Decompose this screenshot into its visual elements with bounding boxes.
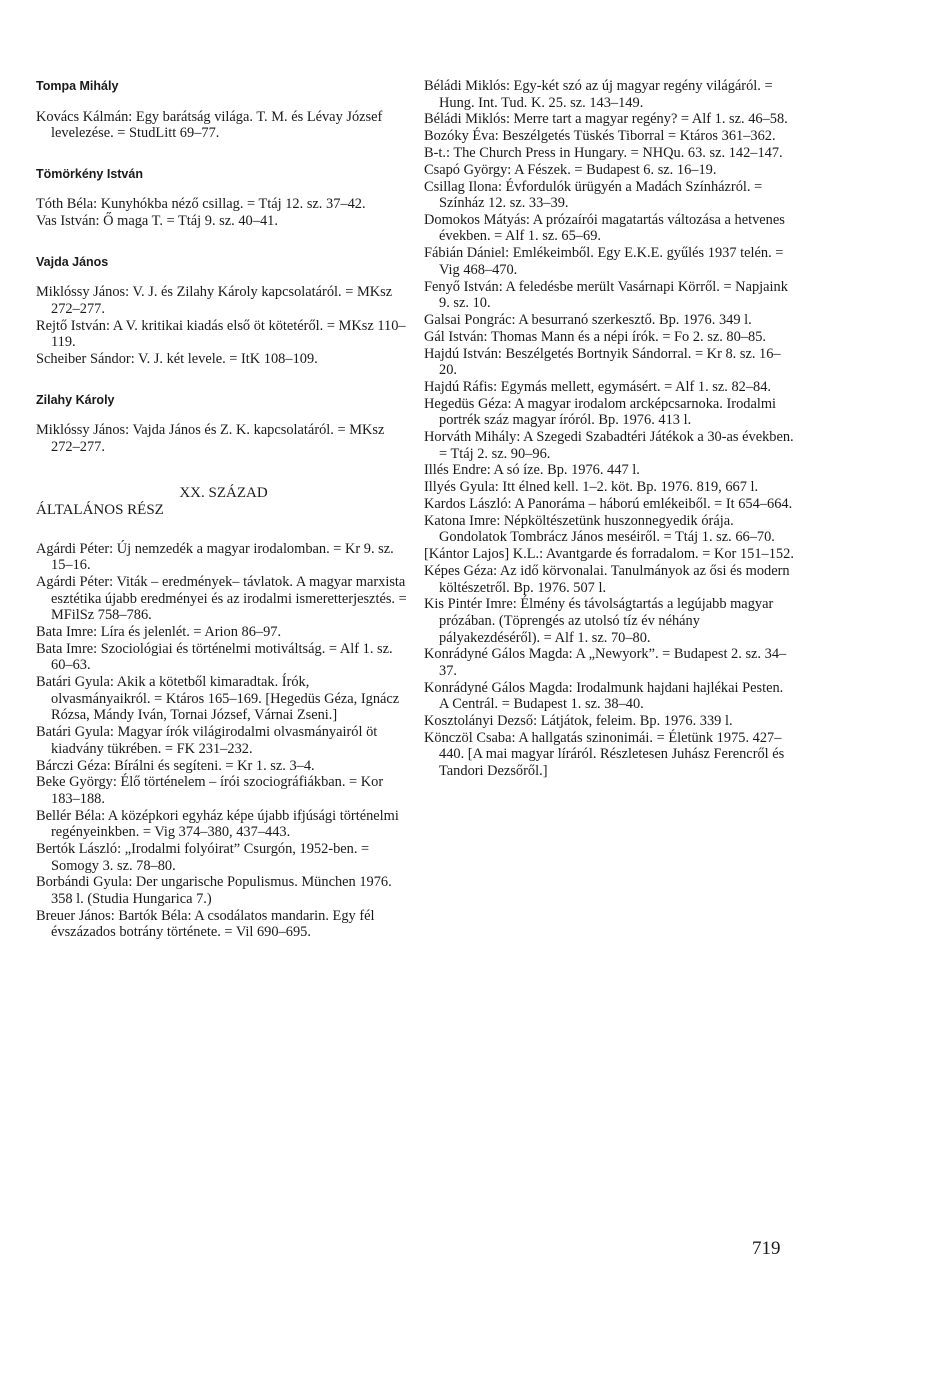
bibliography-entry: Breuer János: Bartók Béla: A csodálatos mandarin. Egy fél évszázados botrány története. = Vil 690–695. <box>36 907 375 941</box>
bibliography-entry: Képes Géza: Az idő körvonalai. Tanulmányok az ősi és modern költészetről. Bp. 1976. 507 l. <box>424 562 790 596</box>
bibliography-entry: Tóth Béla: Kunyhókba néző csillag. = Ttáj 12. sz. 37–42. <box>36 196 366 213</box>
bibliography-entry: Bata Imre: Líra és jelenlét. = Arion 86–97. <box>36 624 282 640</box>
bibliography-entry: Miklóssy János: Vajda János és Z. K. kapcsolatáról. = MKsz 272–277. <box>36 422 385 455</box>
bibliography-entry: Kosztolányi Dezső: Látjátok, feleim. Bp. 1976. 339 l. <box>424 713 733 730</box>
bibliography-entry: Béládi Miklós: Egy-két szó az új magyar regény világáról. = Hung. Int. Tud. K. 25. sz. 143–149. <box>424 78 773 111</box>
bibliography-entry: Illés Endre: A só íze. Bp. 1976. 447 l. <box>424 462 640 479</box>
bibliography-entry: Csapó György: A Fészek. = Budapest 6. sz. 16–19. <box>424 161 717 178</box>
bibliography-entry: Domokos Mátyás: A prózaírói magatartás változása a hetvenes években. = Alf 1. sz. 65–69. <box>424 211 785 245</box>
bibliography-entry: Gál István: Thomas Mann és a népi írók. = Fo 2. sz. 80–85. <box>424 328 766 345</box>
bibliography-entry: Bata Imre: Szociológiai és történelmi motiváltság. = Alf 1. sz. 60–63. <box>36 640 393 674</box>
bibliography-entry: Konrádyné Gálos Magda: A „Newyork”. = Budapest 2. sz. 34–37. <box>424 646 787 679</box>
page-number: 719 <box>752 1238 781 1259</box>
general-section-title: ÁLTALÁNOS RÉSZ <box>36 502 164 519</box>
bibliography-entry: Bozóky Éva: Beszélgetés Tüskés Tiborral = Ktáros 361–362. <box>424 128 776 145</box>
bibliography-entry: Kardos László: A Panoráma – háború emlékeiből. = It 654–664. <box>424 496 793 513</box>
bibliography-entry: Fábián Dániel: Emlékeimből. Egy E.K.E. gyűlés 1937 telén. = Vig 468–470. <box>424 245 784 278</box>
bibliography-entry: Hajdú István: Beszélgetés Bortnyik Sándorral. = Kr 8. sz. 16–20. <box>424 345 781 379</box>
bibliography-entry: Bárczi Géza: Bírálni és segíteni. = Kr 1. sz. 3–4. <box>36 757 315 774</box>
right-column <box>424 78 794 780</box>
left-column <box>36 78 411 941</box>
bibliography-entry: Bellér Béla: A középkori egyház képe újabb ifjúsági történelmi regényeinkben. = Vig 374–380, 437–443. <box>36 807 399 841</box>
bibliography-entry: Batári Gyula: Akik a kötetből kimaradtak. Írók, olvasmányaikról. = Ktáros 165–169. [Hegedüs Géza, Ignácz Rózsa, Mándy Iván, Tornai József, Várnai Zseni.] <box>36 674 400 724</box>
bibliography-entry: Scheiber Sándor: V. J. két levele. = ItK 108–109. <box>36 351 318 368</box>
bibliography-entry: Kovács Kálmán: Egy barátság világa. T. M. és Lévay József levelezése. = StudLitt 69–77. <box>36 108 383 142</box>
bibliography-entry: Hajdú Ráfis: Egymás mellett, egymásért. = Alf 1. sz. 82–84. <box>424 378 772 395</box>
bibliography-entry: Agárdi Péter: Új nemzedék a magyar irodalomban. = Kr 9. sz. 15–16. <box>36 540 394 574</box>
bibliography-entry: Agárdi Péter: Viták – eredmények– távlatok. A magyar marxista esztétika újabb eredményei és az irodalmi ismeretterjesztés. = MFilSz 758–786. <box>36 574 407 624</box>
bibliography-entry: Bertók László: „Irodalmi folyóirat” Csurgón, 1952-ben. = Somogy 3. sz. 78–80. <box>36 841 370 874</box>
bibliography-entry: Vas István: Ő maga T. = Ttáj 9. sz. 40–41. <box>36 213 278 230</box>
century-title: XX. SZÁZAD <box>179 485 268 502</box>
bibliography-entry: Könczöl Csaba: A hallgatás szinonimái. = Életünk 1975. 427–440. [A mai magyar líráról. Részletesen Juhász Ferencről és Tandori Dezsőről.] <box>424 729 785 780</box>
bibliography-entry: Fenyő István: A feledésbe merült Vasárnapi Körről. = Napjaink 9. sz. 10. <box>424 278 788 312</box>
bibliography-entry: Hegedüs Géza: A magyar irodalom arcképcsarnoka. Irodalmi portrék száz magyar íróról. Bp. 1976. 413 l. <box>424 395 777 429</box>
bibliography-entry: Kis Pintér Imre: Élmény és távolságtartás a legújabb magyar prózában. (Töprengés az utolsó tíz év néhány pályakezdéséről). = Alf 1. sz. 70–80. <box>424 596 774 646</box>
bibliography-entry: Rejtő István: A V. kritikai kiadás első öt kötetéről. = MKsz 110–119. <box>36 317 406 351</box>
bibliography-entry: Csillag Ilona: Évfordulók ürügyén a Madách Színházról. = Színház 12. sz. 33–39. <box>424 178 763 212</box>
bibliography-entry: Batári Gyula: Magyar írók világirodalmi olvasmányairól öt kiadvány tükrében. = FK 231–232. <box>36 724 378 757</box>
bibliography-entry: Galsai Pongrác: A besurranó szerkesztő. Bp. 1976. 349 l. <box>424 312 752 328</box>
bibliography-entry: Beke György: Élő történelem – írói szociográfiákban. = Kor 183–188. <box>36 774 384 807</box>
section-heading: Zilahy Károly <box>36 392 115 407</box>
bibliography-entry: Borbándi Gyula: Der ungarische Populismus. München 1976. 358 l. (Studia Hungarica 7.) <box>36 874 392 907</box>
bibliography-entry: Miklóssy János: V. J. és Zilahy Károly kapcsolatáról. = MKsz 272–277. <box>36 284 393 317</box>
bibliography-entry: B-t.: The Church Press in Hungary. = NHQu. 63. sz. 142–147. <box>424 144 783 161</box>
bibliography-entry: Konrádyné Gálos Magda: Irodalmunk hajdani hajlékai Pesten. A Centrál. = Budapest 1. sz. 38–40. <box>424 679 784 713</box>
section-heading: Tömörkény István <box>36 166 143 181</box>
section-heading: Vajda János <box>36 254 109 269</box>
section-heading: Tompa Mihály <box>36 79 119 93</box>
bibliography-entry: Béládi Miklós: Merre tart a magyar regény? = Alf 1. sz. 46–58. <box>424 111 788 128</box>
bibliography-entry: Katona Imre: Népköltészetünk huszonnegyedik órája. Gondolatok Tombrácz János meséiről. = Ttáj 1. sz. 66–70. <box>424 512 775 546</box>
bibliography-entry: Horváth Mihály: A Szegedi Szabadtéri Játékok a 30-as években. = Ttáj 2. sz. 90–96. <box>424 429 794 462</box>
bibliography-entry: Illyés Gyula: Itt élned kell. 1–2. köt. Bp. 1976. 819, 667 l. <box>424 479 759 496</box>
bibliography-entry: [Kántor Lajos] K.L.: Avantgarde és forradalom. = Kor 151–152. <box>424 546 794 563</box>
